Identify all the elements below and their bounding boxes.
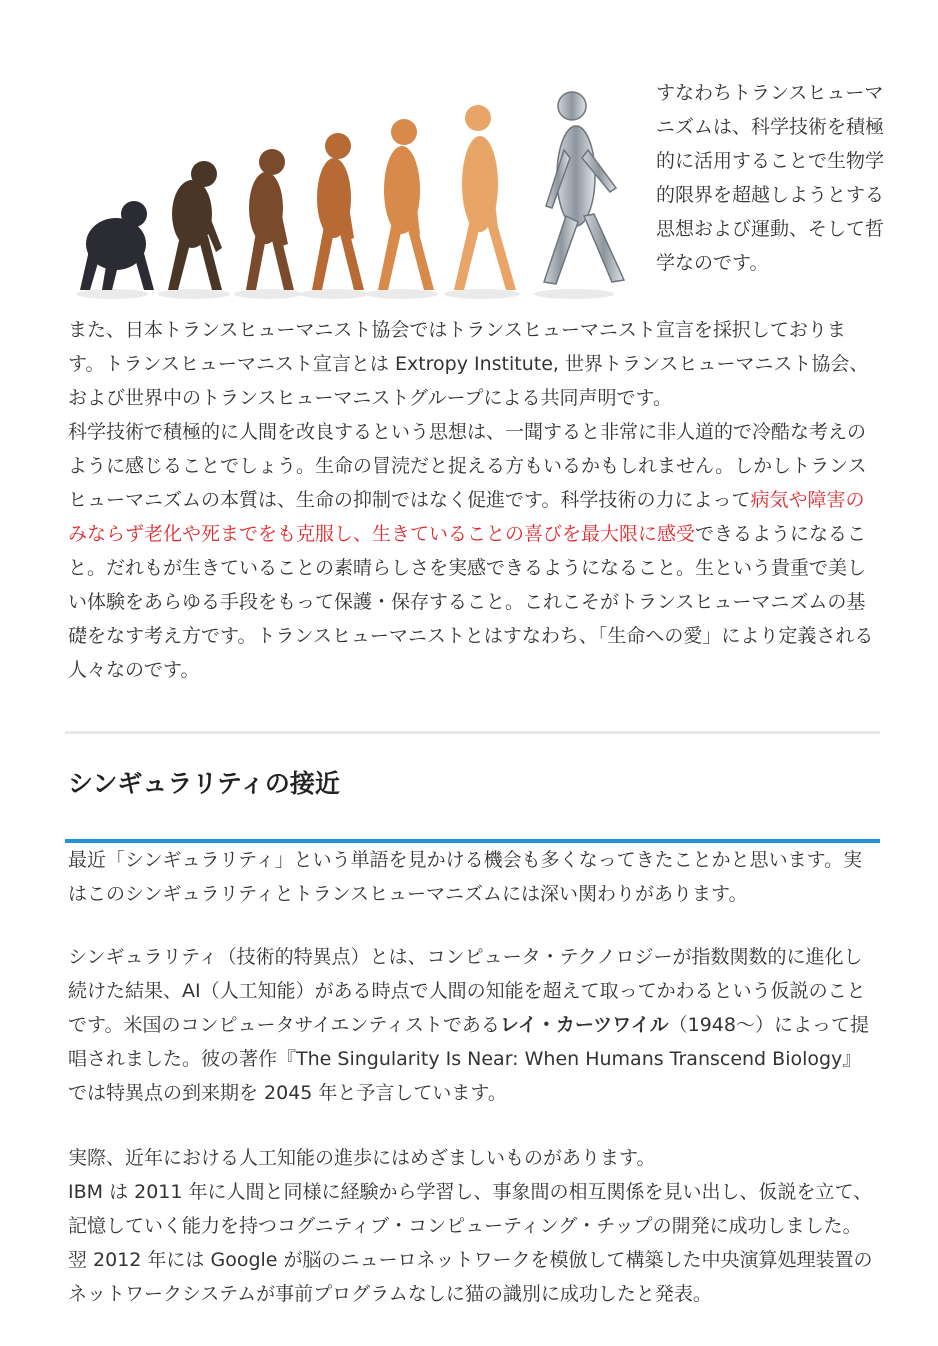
- section-divider: [65, 731, 880, 734]
- figure-hominid-3: [312, 133, 364, 290]
- intro-paragraph-2-text-a: 科学技術で積極的に人間を改良するという思想は、一聞すると非常に非人道的で冷酷な考えのように感じることでしょう。生命の冒涜だと捉える方もいるかもしれません。しかしトランスヒューマニズムの本質は、生命の抑制ではなく促進です。科学技術の力によって: [68, 421, 867, 511]
- section-paragraph-3-line-1: 実際、近年における人工知能の進歩にはめざましいものがあります。: [68, 1147, 656, 1169]
- evolution-figures-image: [72, 76, 638, 304]
- section-heading: シンギュラリティの接近: [68, 769, 340, 798]
- evolution-illustration: [72, 76, 638, 304]
- highlighted-text: 病気や障害のみならず老化や死までをも克服し、生きていることの喜びを最大限に感受: [68, 489, 865, 545]
- figure-robot: [544, 92, 624, 284]
- section-paragraph-1: 最近「シンギュラリティ」という単語を見かける機会も多くなってきたことかと思います。実はこのシンギュラリティとトランスヒューマニズムには深い関わりがあります。: [68, 849, 863, 905]
- intro-paragraph-2: [68, 415, 874, 687]
- section-paragraph-2-text-a: シンギュラリティ（技術的特異点）とは、コンピュータ・テクノロジーが指数関数的に進化し続けた結果、AI（人工知能）がある時点で人間の知能を超えて取ってかわるという仮説のことです。米国のコンピュータサイエンティストである: [68, 946, 866, 1036]
- figure-hominid-4: [378, 119, 434, 290]
- section-paragraph-2: [68, 940, 874, 1110]
- figure-chimp: [80, 201, 154, 290]
- intro-paragraph-2-text-b: できるようになること。だれもが生きていることの素晴らしさを実感できるようになること。生という貴重で美しい体験をあらゆる手段をもって保護・保存すること。これこそがトランスヒューマニズムの基礎をなす考え方です。トランスヒューマニストとはすなわち、「生命への愛」により定義される人々なのです。: [68, 523, 874, 681]
- section-paragraph-3-line-2: IBM は 2011 年に人間と同様に経験から学習し、事象間の相互関係を見い出し、仮説を立て、記憶していく能力を持つコグニティブ・コンピューティング・チップの開発に成功しました。翌 2012 年には Google が脳のニューロネットワークを模倣して構築した中央演算処理装置のネットワークシステムが事前プログラムなしに猫の識別に成功したと発表。: [68, 1181, 873, 1305]
- figure-hominid-1: [168, 161, 222, 290]
- section-paragraph-2-text-b: （1948～）によって提唱されました。彼の著作『The Singularity Is Near: When Humans Transcend Biology』では特異点の到来期を 2045 年と予言しています。: [68, 1014, 869, 1104]
- section-paragraph-3: [68, 1141, 874, 1311]
- bold-name: レイ・カーツワイル: [499, 1014, 669, 1036]
- intro-float-text: すなわちトランスヒューマニズムは、科学技術を積極的に活用することで生物学的限界を超越しようとする思想および運動、そして哲学なのです。: [656, 82, 885, 274]
- figure-hominid-2: [246, 149, 294, 290]
- figure-modern-human: [454, 105, 516, 290]
- intro-paragraph-1: また、日本トランスヒューマニスト協会ではトランスヒューマニスト宣言を採択しております。トランスヒューマニスト宣言とは Extropy Institute, 世界トランスヒューマニスト協会、および世界中のトランスヒューマニストグループによる共同声明です。: [68, 319, 869, 409]
